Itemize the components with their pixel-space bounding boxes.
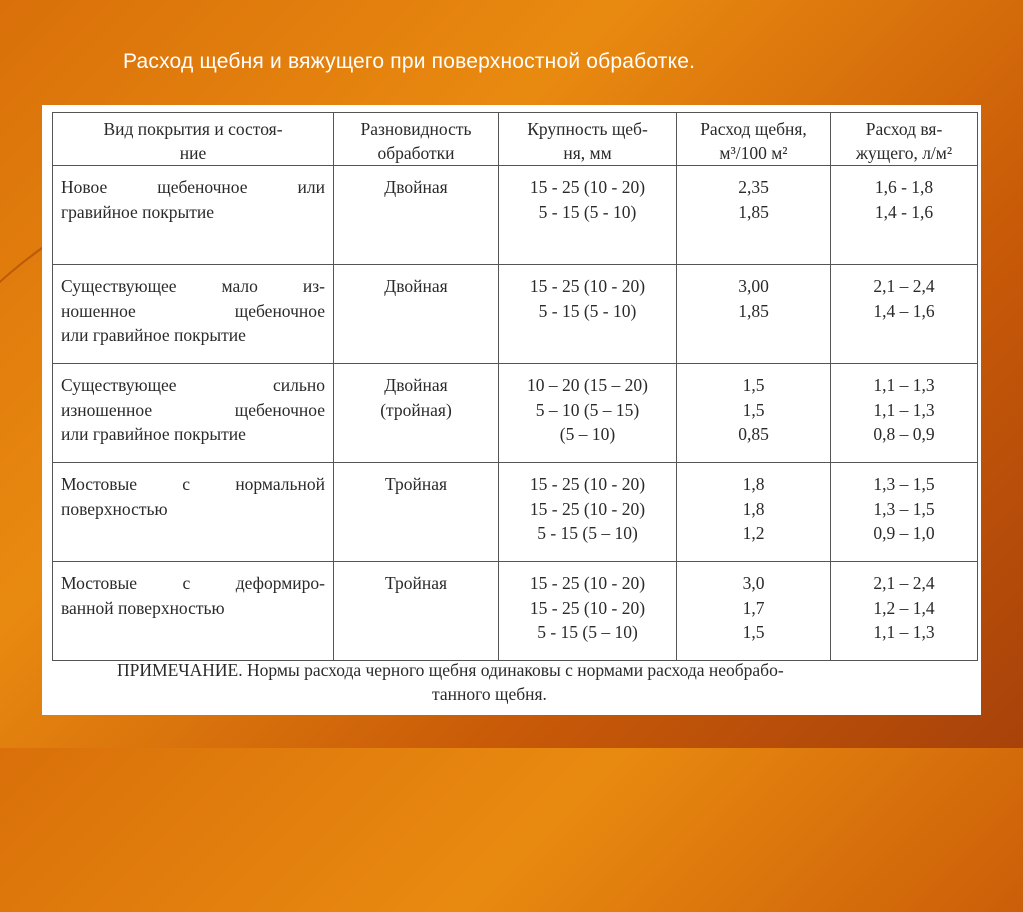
header-coating-type: Вид покрытия и состоя- ние	[53, 113, 334, 166]
table-row	[53, 463, 978, 562]
footnote-continuation: танного щебня.	[432, 684, 547, 704]
cell-gravel: 1,5 1,5 0,85	[677, 364, 831, 463]
header-treatment-variant: Разновидность обработки	[334, 113, 499, 166]
cell-size: 15 - 25 (10 - 20) 15 - 25 (10 - 20) 5 - 15 (5 – 10)	[499, 562, 677, 661]
table-row	[53, 364, 978, 463]
cell-variant: Двойная	[334, 166, 499, 265]
slide-title: Расход щебня и вяжущего при поверхностной обработке.	[123, 50, 696, 73]
cell-binder: 2,1 – 2,4 1,4 – 1,6	[831, 265, 978, 364]
footnote-text: Нормы расхода черного щебня одинаковы с нормами расхода необрабо-	[247, 660, 784, 680]
cell-gravel: 3,0 1,7 1,5	[677, 562, 831, 661]
cell-size: 15 - 25 (10 - 20) 5 - 15 (5 - 10)	[499, 265, 677, 364]
cell-binder: 2,1 – 2,4 1,2 – 1,4 1,1 – 1,3	[831, 562, 978, 661]
scanned-document	[42, 105, 981, 715]
table-row	[53, 166, 978, 265]
header-gravel-consumption: Расход щебня, м³/100 м²	[677, 113, 831, 166]
cell-gravel: 3,00 1,85	[677, 265, 831, 364]
footnote	[117, 658, 957, 706]
table-header-row	[53, 113, 978, 166]
cell-size: 15 - 25 (10 - 20) 5 - 15 (5 - 10)	[499, 166, 677, 265]
cell-size: 10 – 20 (15 – 20) 5 – 10 (5 – 15) (5 – 10)	[499, 364, 677, 463]
cell-binder: 1,3 – 1,5 1,3 – 1,5 0,9 – 1,0	[831, 463, 978, 562]
cell-coating-type: Мостовые с нормальной поверхностью	[53, 463, 334, 562]
norms-table	[52, 112, 978, 661]
header-binder-consumption: Расход вя- жущего, л/м²	[831, 113, 978, 166]
cell-gravel: 2,35 1,85	[677, 166, 831, 265]
cell-variant: Двойная (тройная)	[334, 364, 499, 463]
cell-coating-type: Новое щебеночное или гравийное покрытие	[53, 166, 334, 265]
footnote-label: ПРИМЕЧАНИЕ.	[117, 660, 243, 680]
cell-gravel: 1,8 1,8 1,2	[677, 463, 831, 562]
header-gravel-size: Крупность щеб- ня, мм	[499, 113, 677, 166]
table-row	[53, 562, 978, 661]
cell-coating-type: Существующее сильно изношенное щебеночное или гравийное покрытие	[53, 364, 334, 463]
cell-variant: Тройная	[334, 562, 499, 661]
cell-binder: 1,6 - 1,8 1,4 - 1,6	[831, 166, 978, 265]
cell-variant: Двойная	[334, 265, 499, 364]
cell-coating-type: Существующее мало из- ношенное щебеночное или гравийное покрытие	[53, 265, 334, 364]
table-row	[53, 265, 978, 364]
cell-size: 15 - 25 (10 - 20) 15 - 25 (10 - 20) 5 - 15 (5 – 10)	[499, 463, 677, 562]
cell-variant: Тройная	[334, 463, 499, 562]
cell-coating-type: Мостовые с деформиро- ванной поверхностью	[53, 562, 334, 661]
cell-binder: 1,1 – 1,3 1,1 – 1,3 0,8 – 0,9	[831, 364, 978, 463]
